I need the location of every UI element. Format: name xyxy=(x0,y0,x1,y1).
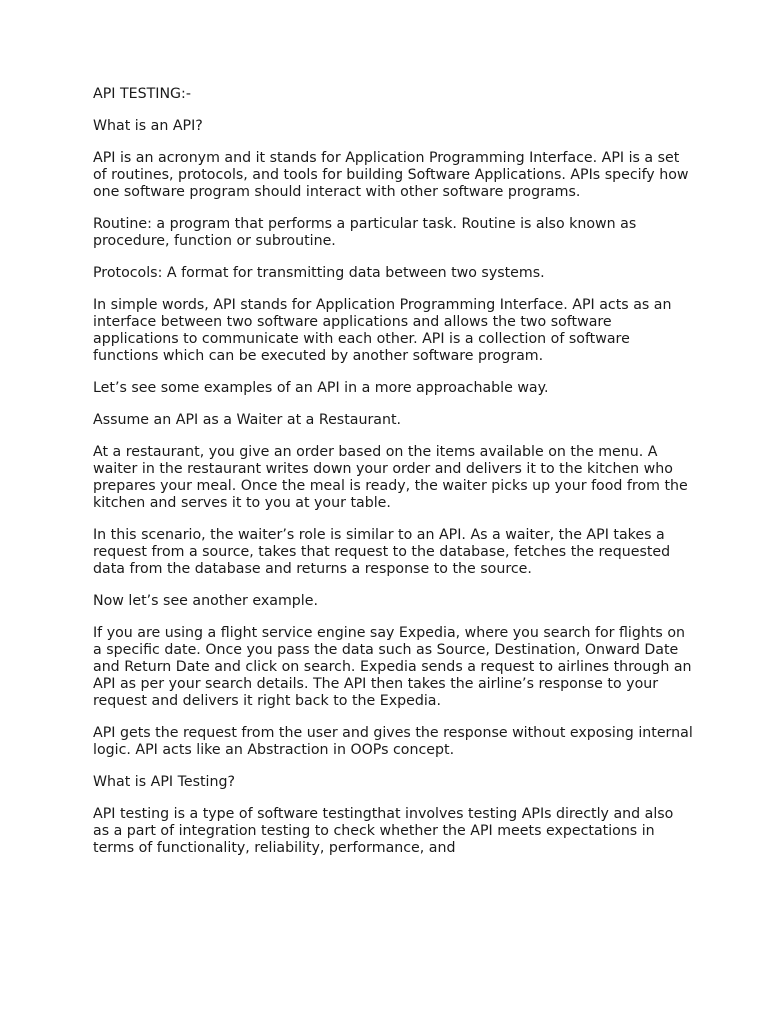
paragraph-expedia: If you are using a flight service engine say Expedia, where you search for flights on a specific date. Once you pass the data such as Source, Destination, Onward Date and Return Date and click on search. Expedia sends a request to airlines through an API as per your search details. The API then takes the airline’s response to your request and delivers it right back to the Expedia. xyxy=(93,625,692,709)
section-question-what-is-api: What is an API? xyxy=(93,118,203,134)
paragraph-restaurant: At a restaurant, you give an order based on the items available on the menu. A waiter in the restaurant writes down your order and delivers it to the kitchen who prepares your meal. Once the meal is ready, the waiter picks up your food from the kitchen and serves it to you at your table. xyxy=(93,444,688,511)
document-body xyxy=(93,86,693,872)
paragraph-protocols: Protocols: A format for transmitting data between two systems. xyxy=(93,265,545,281)
paragraph-simple-words: In simple words, API stands for Application Programming Interface. API acts as an interface between two software applications and allows the two software applications to communicate with each other. API is a collection of software functions which can be executed by another software program. xyxy=(93,297,672,364)
paragraph-waiter-analogy: Assume an API as a Waiter at a Restaurant. xyxy=(93,412,402,428)
paragraph-abstraction: API gets the request from the user and gives the response without exposing internal logic. API acts like an Abstraction in OOPs concept. xyxy=(93,725,693,758)
paragraph-api-testing-definition: API testing is a type of software testingthat involves testing APIs directly and also as a part of integration testing to check whether the API meets expectations in terms of functionality, reliability, performance, and xyxy=(93,806,674,856)
paragraph-waiter-role: In this scenario, the waiter’s role is similar to an API. As a waiter, the API takes a request from a source, takes that request to the database, fetches the requested data from the database and returns a response to the source. xyxy=(93,527,671,577)
paragraph-examples-intro: Let’s see some examples of an API in a more approachable way. xyxy=(93,380,549,396)
paragraph-another-example: Now let’s see another example. xyxy=(93,593,318,609)
doc-heading: API TESTING:- xyxy=(93,86,191,102)
paragraph-routine: Routine: a program that performs a particular task. Routine is also known as procedure, function or subroutine. xyxy=(93,216,637,249)
section-question-what-is-api-testing: What is API Testing? xyxy=(93,774,235,790)
paragraph-api-definition: API is an acronym and it stands for Application Programming Interface. API is a set of routines, protocols, and tools for building Software Applications. APIs specify how one software program should interact with other software programs. xyxy=(93,150,689,200)
